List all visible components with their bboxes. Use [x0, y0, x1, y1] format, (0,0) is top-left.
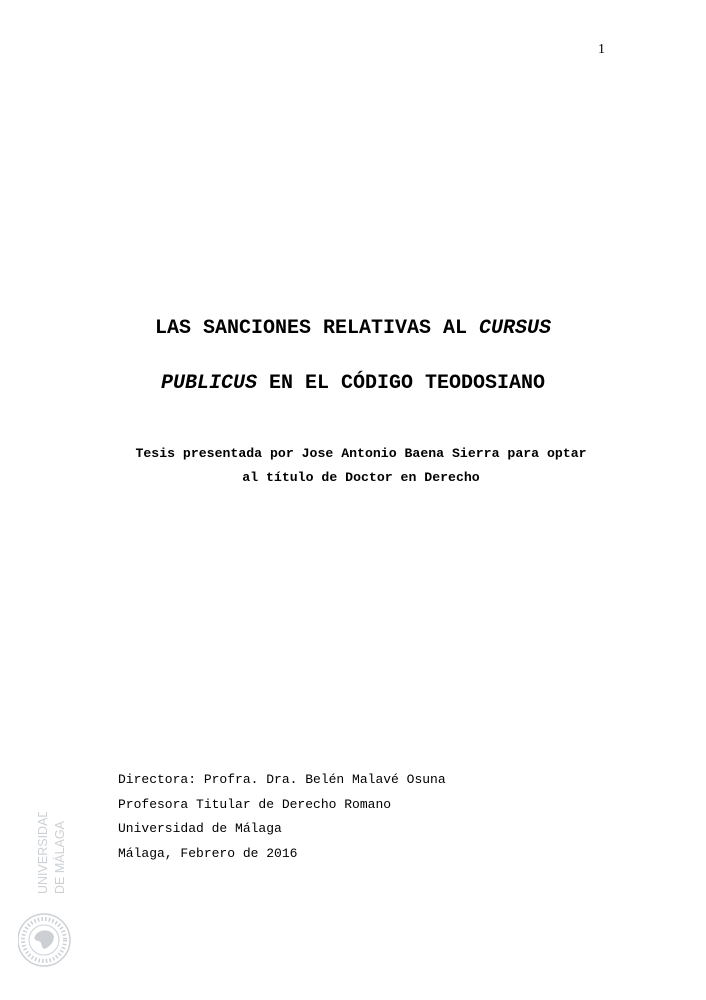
director-info: [118, 768, 446, 866]
thesis-subtitle: [0, 442, 706, 490]
title-line-2: [0, 369, 706, 399]
page-number: 1: [598, 42, 605, 57]
seal-emblem: [34, 930, 53, 949]
director-position: Profesora Titular de Derecho Romano: [118, 796, 392, 812]
subtitle-line-1: Tesis presentada por Jose Antonio Baena Sierra para optar: [135, 446, 587, 461]
title-line-1-italic: CURSUS: [479, 317, 552, 340]
subtitle-line-2: al título de Doctor en Derecho: [242, 470, 480, 485]
university-watermark: [18, 812, 82, 972]
director-university: Universidad de Málaga: [118, 821, 282, 836]
thesis-title: [0, 314, 706, 399]
place-date: Málaga, Febrero de 2016: [118, 845, 298, 861]
university-seal-icon: [18, 812, 82, 972]
title-line-2-suffix: EN EL CÓDIGO TEODOSIANO: [256, 372, 546, 395]
title-line-1-prefix: LAS SANCIONES RELATIVAS AL: [154, 317, 480, 340]
director-name: Directora: Profra. Dra. Belén Malavé Osuna: [118, 772, 446, 787]
title-line-1: [0, 314, 706, 344]
watermark-text-line-1: UNIVERSIDAD: [36, 812, 50, 894]
title-line-2-italic: PUBLICUS: [160, 372, 257, 395]
watermark-text-line-2: DE MÁLAGA: [53, 821, 67, 894]
